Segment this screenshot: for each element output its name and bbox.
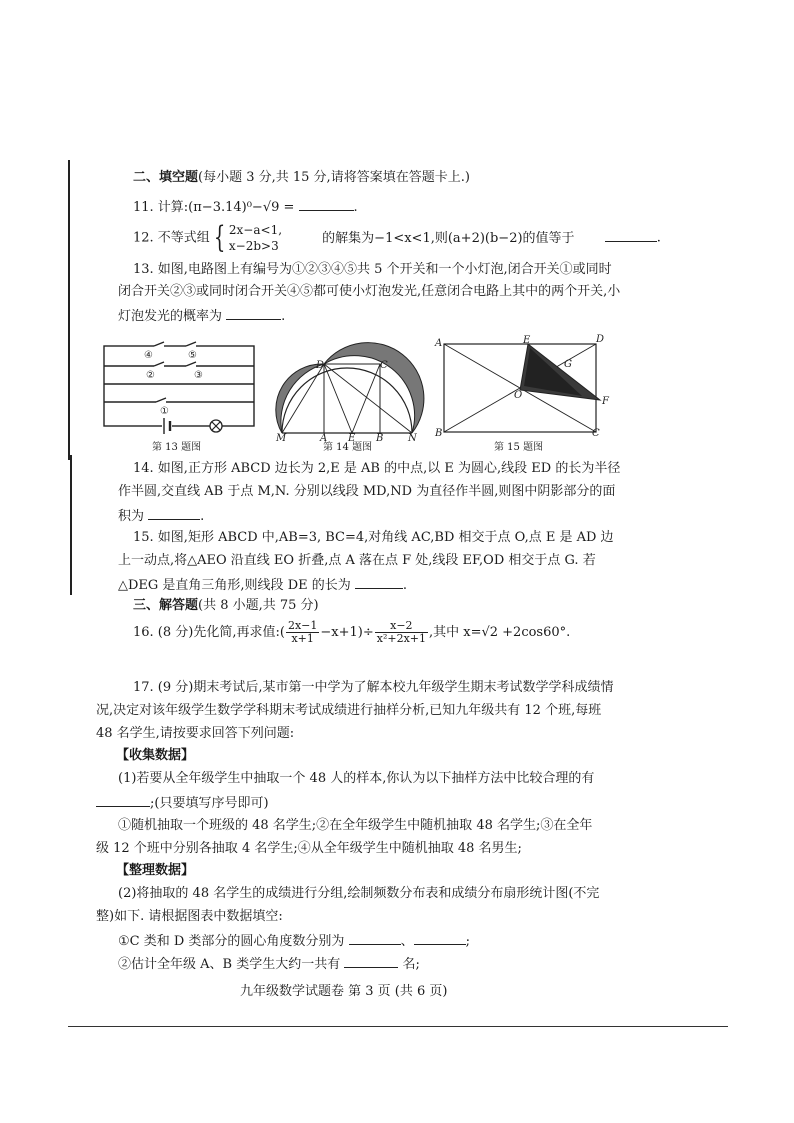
q17-line1: 17. (9 分)期末考试后,某市第一中学为了解本校九年级学生期末考试数学学科成绩情: [133, 680, 614, 695]
question-11: 11. 计算:(π−3.14)⁰−√9 = .: [133, 200, 358, 215]
fig14-label-D: D: [316, 360, 325, 371]
q16-fraction-1: [286, 620, 319, 645]
q12-ineq2: x−2b>3: [228, 239, 279, 253]
section2-note: (每小题 3 分,共 15 分,请将答案填在答题卡上.): [198, 170, 470, 185]
left-margin-bar: [68, 160, 70, 460]
q17-sub2a-prefix: ①C 类和 D 类部分的圆心角度数分别为: [118, 934, 345, 949]
q13-line3: 灯泡发光的概率为: [118, 309, 223, 324]
fig15-label-E: E: [523, 335, 531, 346]
q17-options-line2: 级 12 个班中分别各抽取 4 名学生;④从全年级学生中随机抽取 48 名男生;: [96, 841, 522, 856]
figure-13-circuit: [100, 340, 260, 440]
q14-answer-blank[interactable]: [148, 507, 200, 520]
fig14-label-N: N: [408, 433, 417, 442]
q17-sub1-line1: (1)若要从全年级学生中抽取一个 48 人的样本,你认为以下抽样方法中比较合理的有: [118, 771, 595, 786]
q16-fraction-2: [375, 620, 428, 645]
q17-sub1-answer-blank[interactable]: [96, 794, 150, 807]
figure-15-rectangle: [432, 334, 612, 438]
q17-line2: 况,决定对该年级学生数学学科期末考试成绩进行抽样分析,已知九年级共有 12 个班,每班: [96, 703, 602, 718]
fig13-label-5: ⑤: [188, 350, 197, 361]
fig15-label-B: B: [435, 428, 443, 438]
q15-line3-wrap: △DEG 是直角三角形,则线段 DE 的长为 .: [118, 578, 408, 593]
question-16: [133, 620, 570, 646]
q17-options-line1: ①随机抽取一个班级的 48 名学生;②在全年级学生中随机抽取 48 名学生;③在全年: [118, 818, 593, 833]
q13-answer-blank[interactable]: [226, 307, 281, 320]
fig14-label-M: M: [276, 433, 287, 442]
q12-prefix: 12. 不等式组: [133, 230, 210, 246]
bottom-rule: [68, 1026, 728, 1027]
q17-sub2a: [118, 932, 470, 950]
q12-system: [229, 222, 282, 254]
q13-line2: 闭合开关②③或同时闭合开关④⑤都可使小灯泡发光,任意闭合电路上其中的两个开关,小: [118, 284, 621, 299]
q15-answer-blank[interactable]: [355, 576, 403, 589]
fig15-label-O: O: [514, 390, 523, 401]
q11-answer-blank[interactable]: [299, 198, 354, 211]
q17-line3: 48 名学生,请按要求回答下列问题:: [96, 726, 295, 741]
q17-sub2-line1: (2)将抽取的 48 名学生的成绩进行分组,绘制频数分布表和成绩分布扇形统计图(不完: [118, 886, 600, 901]
q17-sub2a-blank-c[interactable]: [349, 932, 401, 945]
section2-heading: [133, 170, 470, 186]
q17-sub2a-sep: 、: [400, 934, 414, 949]
q15-line1: 15. 如图,矩形 ABCD 中,AB=3, BC=4,对角线 AC,BD 相交于点 O,点 E 是 AD 边: [133, 530, 614, 545]
q17-sub2b-suffix: 名;: [402, 957, 420, 972]
brace-icon: {: [213, 220, 226, 255]
q12-suffix: 的解集为−1<x<1,则(a+2)(b−2)的值等于: [322, 230, 575, 246]
q14-line3-wrap: 积为 .: [118, 509, 205, 524]
fig15-label-G: G: [564, 359, 572, 370]
q14-line2: 作半圆,交直线 AB 于点 M,N. 分别以线段 MD,ND 为直径作半圆,则图中阴影部分的面: [118, 484, 616, 499]
question-12: 12. 不等式组 { 2x−a<1, x−2b>3 的解集为−1<x<1,则(a+2)(b−2)的值等于 .: [133, 220, 661, 255]
left-margin-bar-lower: [70, 455, 72, 595]
q12-ineq1: 2x−a<1,: [228, 223, 283, 237]
square-ABCD: [324, 364, 380, 433]
fig13-label-3: ③: [194, 370, 203, 381]
q17-sub2b-prefix: ②估计全年级 A、B 类学生大约一共有: [118, 957, 341, 972]
fig15-label-A: A: [435, 338, 443, 349]
section2-title: 二、填空题: [133, 170, 199, 185]
fig13-label-2: ②: [146, 370, 155, 381]
lune-right: [324, 343, 424, 433]
q15-line2: 上一动点,将△AEO 沿直线 EO 折叠,点 A 落在点 F 处,线段 EF,OD 相交于点 G. 若: [118, 553, 596, 568]
q16-frac1-num: 2x−1: [287, 619, 318, 632]
section3-title: 三、解答题: [133, 598, 199, 613]
q13-line1: 13. 如图,电路图上有编号为①②③④⑤共 5 个开关和一个小灯泡,闭合开关①或同时: [133, 262, 612, 277]
q17-sub2b-blank[interactable]: [344, 955, 398, 968]
q17-sub1-line2: ;(只要填写序号即可): [150, 796, 269, 811]
organize-data-heading: 【整理数据】: [116, 863, 195, 878]
q16-prefix: 16. (8 分)先化简,再求值:(: [133, 625, 285, 640]
section3-note: (共 8 小题,共 75 分): [198, 598, 319, 613]
q13-line3-wrap: 灯泡发光的概率为 .: [118, 309, 286, 324]
figure-14-semicircles: [262, 338, 434, 442]
fig14-label-C: C: [380, 360, 388, 371]
q16-suffix: ,其中 x=√2 +2cos60°.: [428, 625, 571, 640]
q16-frac2-num: x−2: [375, 620, 428, 633]
q17-sub1-line2-wrap: [96, 794, 269, 812]
collect-data-heading: 【收集数据】: [116, 748, 195, 763]
fig14-caption: 第 14 题图: [323, 442, 373, 453]
q16-middle: −x+1)÷: [320, 625, 374, 640]
page-footer: 九年级数学试题卷 第 3 页 (共 6 页): [240, 984, 448, 999]
q17-sub2b: [118, 955, 420, 973]
fig14-label-E: E: [348, 433, 356, 442]
q14-line3: 积为: [118, 509, 145, 524]
q16-frac2-den: x²+2x+1: [376, 632, 426, 645]
q17-sub2-line2: 整)如下. 请根据图表中数据填空:: [96, 909, 283, 924]
fig15-caption: 第 15 题图: [494, 442, 544, 453]
circuit-outer-wire: [104, 346, 254, 426]
q17-sub2a-end: ;: [465, 934, 470, 949]
q15-line3: △DEG 是直角三角形,则线段 DE 的长为: [118, 578, 351, 593]
fig13-caption: 第 13 题图: [152, 442, 202, 453]
section3-heading: [133, 598, 319, 614]
q16-frac1-den: x+1: [291, 632, 314, 645]
fig15-label-C: C: [592, 428, 600, 438]
fig13-label-4: ④: [144, 350, 153, 361]
q17-sub2a-blank-d[interactable]: [414, 932, 466, 945]
fig15-label-D: D: [596, 334, 605, 345]
q12-answer-blank[interactable]: [605, 229, 657, 242]
fig15-label-F: F: [602, 396, 609, 407]
q14-line1: 14. 如图,正方形 ABCD 边长为 2,E 是 AB 的中点,以 E 为圆心,线段 ED 的长为半径: [133, 461, 621, 476]
fig14-label-A: A: [320, 433, 328, 442]
fig14-label-B: B: [376, 433, 384, 442]
q11-text: 11. 计算:(π−3.14)⁰−√9 =: [133, 200, 295, 215]
fig13-label-1: ①: [160, 406, 169, 417]
